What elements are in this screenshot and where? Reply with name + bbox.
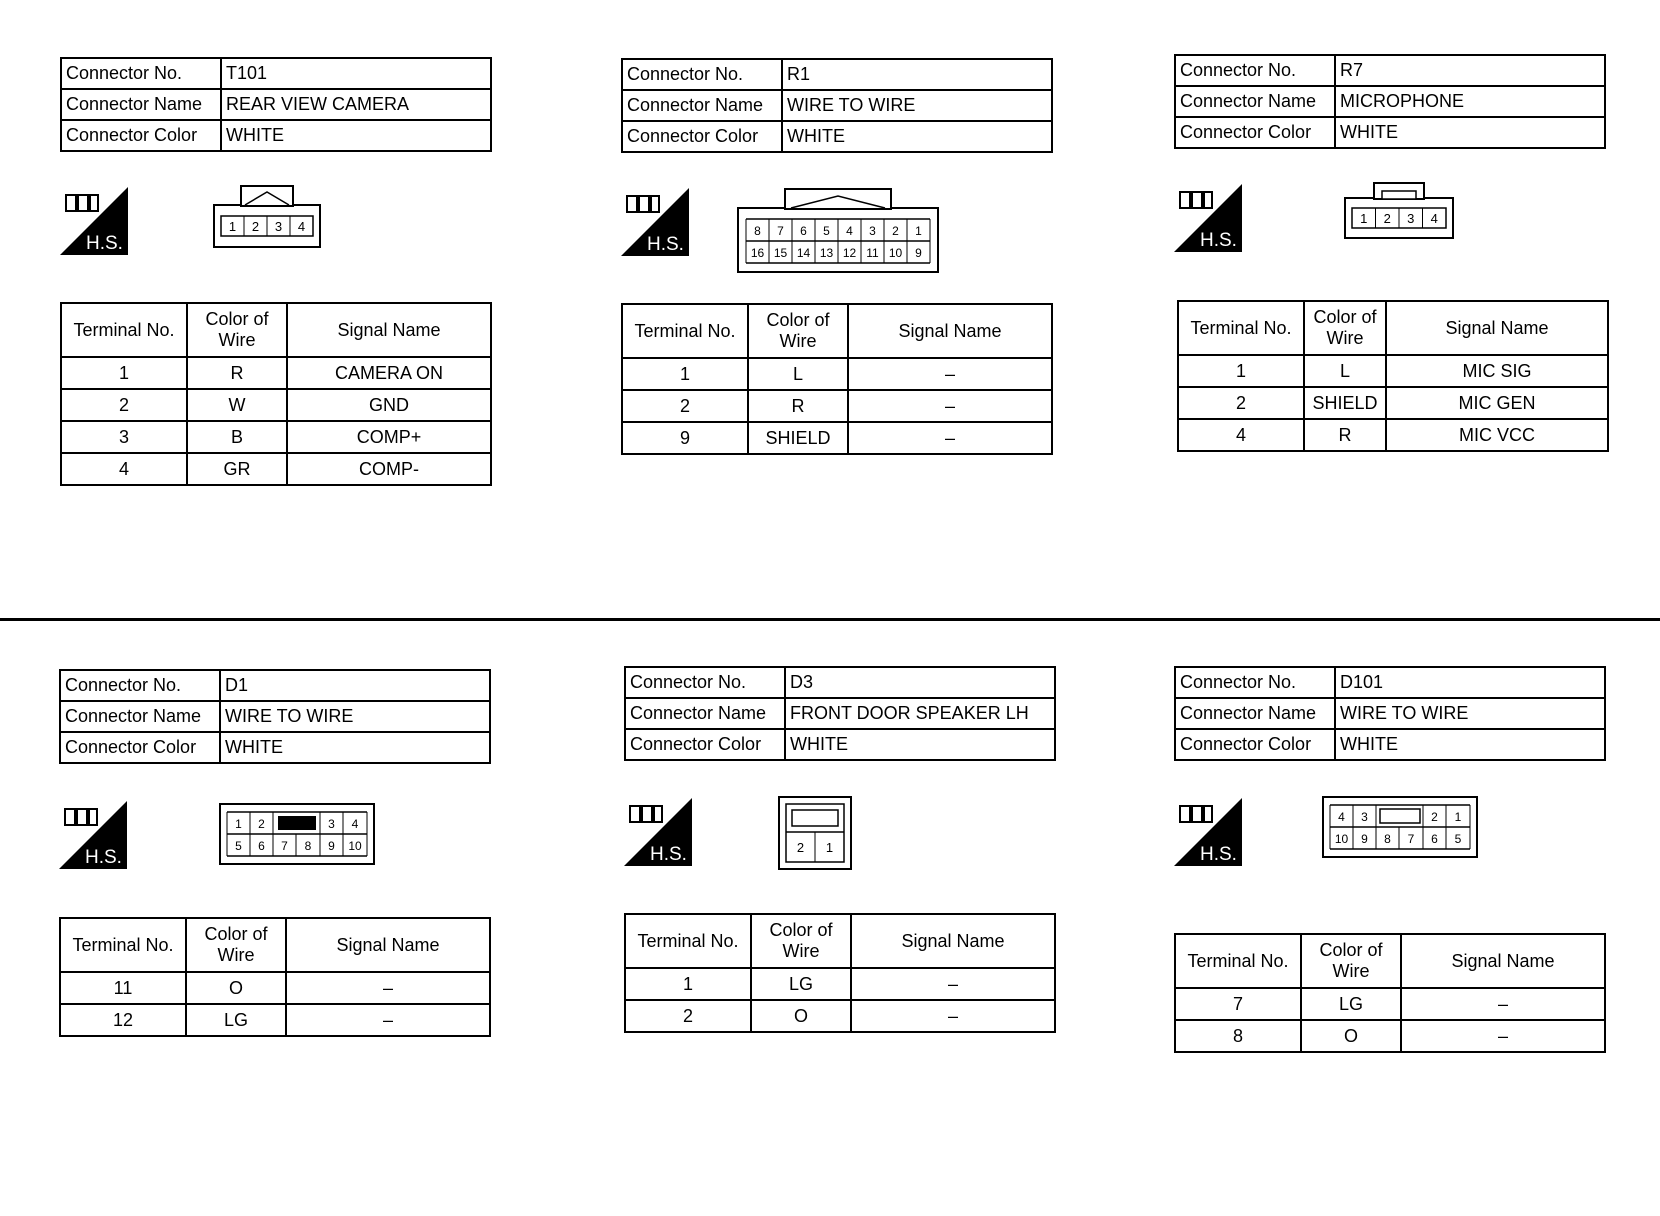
- terminal-table: [624, 913, 1056, 1033]
- connector-panel-r7: [1174, 54, 1606, 445]
- connector-no-value: R7: [1335, 55, 1605, 86]
- header-signal-name: Signal Name: [1386, 301, 1608, 355]
- label-connector-color: Connector Color: [625, 729, 785, 760]
- connector-panel-d101: [1174, 666, 1606, 1046]
- table-row: 4 R MIC VCC: [1178, 419, 1608, 451]
- table-row: 7 LG –: [1175, 988, 1605, 1020]
- table-row: 8 O –: [1175, 1020, 1605, 1052]
- header-terminal-no: Terminal No.: [1178, 301, 1304, 355]
- connector-face-diagram: [1322, 796, 1478, 858]
- connector-no-value: D1: [220, 670, 490, 701]
- table-row: 4 GR COMP-: [61, 453, 491, 485]
- terminal-table: [1174, 933, 1606, 1053]
- svg-text:H.S.: H.S.: [1200, 844, 1237, 865]
- connector-name-value: WIRE TO WIRE: [220, 701, 490, 732]
- pin-label: 1: [228, 219, 237, 234]
- svg-text:H.S.: H.S.: [85, 847, 122, 868]
- connector-color-value: WHITE: [1335, 117, 1605, 148]
- pin-label: 14: [796, 246, 811, 260]
- table-row: 9 SHIELD –: [622, 422, 1052, 454]
- svg-text:H.S.: H.S.: [1200, 230, 1237, 251]
- pin-label: 5: [1454, 832, 1462, 846]
- connector-no-value: D101: [1335, 667, 1605, 698]
- table-row: 2 SHIELD MIC GEN: [1178, 387, 1608, 419]
- table-row: 1 L –: [622, 358, 1052, 390]
- header-terminal-no: Terminal No.: [61, 303, 187, 357]
- header-terminal-no: Terminal No.: [625, 914, 751, 968]
- table-row: 12 LG –: [60, 1004, 490, 1036]
- connector-name-value: MICROPHONE: [1335, 86, 1605, 117]
- table-row: 3 B COMP+: [61, 421, 491, 453]
- header-wire-color: Color of Wire: [1304, 301, 1386, 355]
- connector-info-table: [59, 669, 491, 764]
- pin-label: 11: [866, 246, 879, 260]
- label-connector-name: Connector Name: [1175, 86, 1335, 117]
- header-wire-color: Color of Wire: [748, 304, 848, 358]
- harness-side-icon: [59, 801, 127, 869]
- pin-label: 5: [235, 839, 242, 853]
- pin-label: 4: [1338, 810, 1345, 824]
- label-connector-name: Connector Name: [625, 698, 785, 729]
- header-signal-name: Signal Name: [851, 914, 1055, 968]
- header-signal-name: Signal Name: [1401, 934, 1605, 988]
- label-connector-name: Connector Name: [60, 701, 220, 732]
- connector-face-diagram: [213, 185, 321, 249]
- header-signal-name: Signal Name: [848, 304, 1052, 358]
- pin-label: 10: [1334, 832, 1349, 846]
- pin-label: 2: [258, 817, 265, 831]
- label-connector-color: Connector Color: [61, 120, 221, 151]
- table-row: 2 O –: [625, 1000, 1055, 1032]
- pin-label: 2: [892, 224, 899, 238]
- connector-name-value: REAR VIEW CAMERA: [221, 89, 491, 120]
- connector-panel-d3: [624, 666, 1056, 1026]
- table-row: 1 R CAMERA ON: [61, 357, 491, 389]
- pin-label: 8: [1384, 832, 1391, 846]
- label-connector-color: Connector Color: [1175, 117, 1335, 148]
- connector-panel-d1: [59, 669, 491, 1030]
- pin-label: 10: [888, 246, 903, 260]
- connector-face-diagram: [1344, 182, 1454, 240]
- pin-label: 7: [281, 839, 288, 853]
- pin-label: 3: [1361, 810, 1368, 824]
- terminal-table: [621, 303, 1053, 455]
- terminal-table: [1177, 300, 1609, 452]
- section-divider: [0, 618, 1660, 621]
- connector-color-value: WHITE: [221, 120, 491, 151]
- terminal-table: [59, 917, 491, 1037]
- label-connector-no: Connector No.: [1175, 667, 1335, 698]
- table-row: 1 L MIC SIG: [1178, 355, 1608, 387]
- pin-label: 15: [773, 246, 788, 260]
- header-signal-name: Signal Name: [286, 918, 490, 972]
- pin-label: 6: [258, 839, 265, 853]
- connector-info-table: [624, 666, 1056, 761]
- harness-side-icon: [60, 187, 128, 255]
- pin-label: 2: [251, 219, 260, 234]
- pin-label: 4: [846, 224, 853, 238]
- svg-text:H.S.: H.S.: [86, 233, 123, 254]
- label-connector-no: Connector No.: [622, 59, 782, 90]
- table-row: 11 O –: [60, 972, 490, 1004]
- pin-label: 8: [754, 224, 761, 238]
- pin-label: 10: [348, 839, 362, 853]
- connector-panel-t101: [60, 57, 492, 479]
- pin-label: 3: [1407, 211, 1415, 226]
- label-connector-no: Connector No.: [61, 58, 221, 89]
- connector-face-diagram: [778, 796, 852, 870]
- harness-side-icon: [1174, 184, 1242, 252]
- connector-name-value: FRONT DOOR SPEAKER LH: [785, 698, 1055, 729]
- pin-label: 4: [297, 219, 306, 234]
- pin-label: 1: [825, 840, 834, 855]
- pin-label: 16: [750, 246, 765, 260]
- pin-label: 9: [328, 839, 335, 853]
- connector-name-value: WIRE TO WIRE: [1335, 698, 1605, 729]
- pin-label: 9: [1361, 832, 1368, 846]
- pin-label: 2: [796, 840, 805, 855]
- connector-info-table: [1174, 54, 1606, 149]
- pin-label: 6: [1431, 832, 1438, 846]
- pin-label: 9: [915, 246, 922, 260]
- harness-side-icon: [624, 798, 692, 866]
- header-signal-name: Signal Name: [287, 303, 491, 357]
- connector-no-value: R1: [782, 59, 1052, 90]
- connector-panel-r1: [621, 58, 1053, 448]
- connector-name-value: WIRE TO WIRE: [782, 90, 1052, 121]
- header-wire-color: Color of Wire: [187, 303, 287, 357]
- connector-info-table: [60, 57, 492, 152]
- header-terminal-no: Terminal No.: [60, 918, 186, 972]
- label-connector-no: Connector No.: [625, 667, 785, 698]
- pin-label: 5: [823, 224, 830, 238]
- header-terminal-no: Terminal No.: [622, 304, 748, 358]
- header-wire-color: Color of Wire: [751, 914, 851, 968]
- label-connector-name: Connector Name: [1175, 698, 1335, 729]
- label-connector-no: Connector No.: [60, 670, 220, 701]
- svg-text:H.S.: H.S.: [650, 844, 687, 865]
- table-row: 2 W GND: [61, 389, 491, 421]
- header-terminal-no: Terminal No.: [1175, 934, 1301, 988]
- pin-label: 3: [274, 219, 283, 234]
- pin-label: 3: [869, 224, 876, 238]
- connector-color-value: WHITE: [785, 729, 1055, 760]
- label-connector-color: Connector Color: [1175, 729, 1335, 760]
- pin-label: 1: [235, 817, 242, 831]
- header-wire-color: Color of Wire: [1301, 934, 1401, 988]
- header-wire-color: Color of Wire: [186, 918, 286, 972]
- harness-side-icon: [621, 188, 689, 256]
- pin-label: 7: [1407, 832, 1415, 846]
- connector-color-value: WHITE: [1335, 729, 1605, 760]
- connector-face-diagram: [737, 188, 939, 274]
- connector-info-table: [621, 58, 1053, 153]
- pin-label: 1: [1454, 810, 1462, 824]
- pin-label: 4: [1430, 211, 1438, 226]
- label-connector-name: Connector Name: [622, 90, 782, 121]
- pin-label: 1: [915, 224, 922, 238]
- table-row: 1 LG –: [625, 968, 1055, 1000]
- connector-info-table: [1174, 666, 1606, 761]
- connector-color-value: WHITE: [220, 732, 490, 763]
- terminal-table: [60, 302, 492, 486]
- harness-side-icon: [1174, 798, 1242, 866]
- label-connector-color: Connector Color: [60, 732, 220, 763]
- connector-face-diagram: [219, 803, 375, 865]
- pin-label: 7: [777, 224, 784, 238]
- pin-label: 1: [1360, 211, 1368, 226]
- pin-label: 13: [819, 246, 834, 260]
- pin-label: 12: [842, 246, 857, 260]
- pin-label: 8: [304, 839, 312, 853]
- label-connector-no: Connector No.: [1175, 55, 1335, 86]
- connector-color-value: WHITE: [782, 121, 1052, 152]
- table-row: 2 R –: [622, 390, 1052, 422]
- svg-text:H.S.: H.S.: [647, 234, 684, 255]
- connector-no-value: T101: [221, 58, 491, 89]
- pin-label: 2: [1431, 810, 1438, 824]
- pin-label: 6: [800, 224, 807, 238]
- pin-label: 2: [1383, 211, 1391, 226]
- label-connector-color: Connector Color: [622, 121, 782, 152]
- pin-label: 4: [351, 817, 359, 831]
- connector-no-value: D3: [785, 667, 1055, 698]
- pin-label: 3: [328, 817, 335, 831]
- label-connector-name: Connector Name: [61, 89, 221, 120]
